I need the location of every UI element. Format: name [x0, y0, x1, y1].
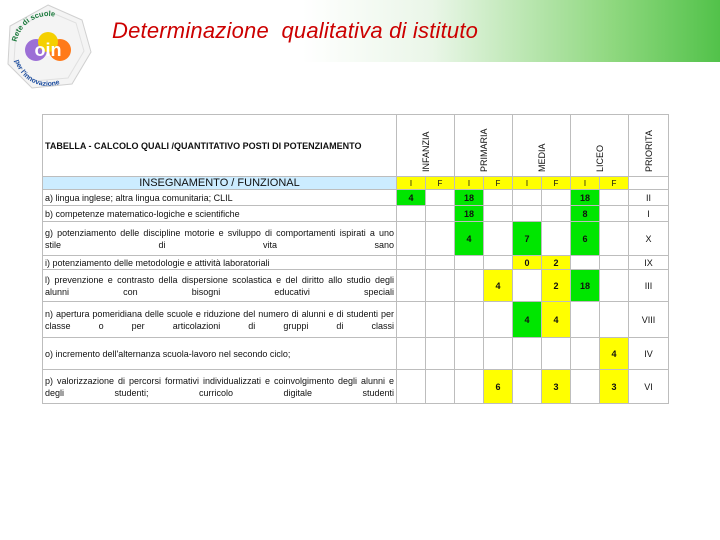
staff-count-cell	[600, 222, 629, 256]
staff-count-cell	[542, 222, 571, 256]
staff-count-cell	[513, 206, 542, 222]
staff-count-cell: 4	[513, 302, 542, 338]
subheader-code: F	[426, 177, 455, 190]
staff-count-cell: 4	[542, 302, 571, 338]
staff-count-cell	[397, 256, 426, 270]
subheader-code: F	[600, 177, 629, 190]
staff-count-cell	[397, 270, 426, 302]
priority-cell: IV	[629, 338, 669, 370]
staff-count-cell	[571, 338, 600, 370]
staff-count-cell: 7	[513, 222, 542, 256]
staff-count-cell: 18	[455, 206, 484, 222]
staff-count-cell	[542, 338, 571, 370]
staff-count-cell: 4	[600, 338, 629, 370]
table-row	[43, 370, 669, 404]
staff-count-cell	[484, 302, 513, 338]
staff-count-cell: 3	[542, 370, 571, 404]
staff-count-cell	[600, 206, 629, 222]
staff-count-cell	[426, 206, 455, 222]
subheader-row	[43, 177, 669, 190]
subheader-code: F	[484, 177, 513, 190]
staff-count-cell	[513, 190, 542, 206]
row-description: p) valorizzazione di percorsi formativi individualizzati e coinvolgimento degli alunni e degli studenti; curricolo digitale studenti	[43, 370, 397, 404]
staff-count-cell	[426, 190, 455, 206]
staff-count-cell	[513, 270, 542, 302]
staff-count-cell	[426, 370, 455, 404]
staff-count-cell	[455, 270, 484, 302]
staff-count-cell	[484, 256, 513, 270]
staff-count-cell	[600, 302, 629, 338]
staff-count-cell	[513, 370, 542, 404]
staff-count-cell	[397, 370, 426, 404]
staff-count-cell: 8	[571, 206, 600, 222]
staff-count-cell: 6	[484, 370, 513, 404]
column-header-priorita: PRIORITA	[629, 115, 669, 177]
staff-count-cell	[484, 206, 513, 222]
staff-count-cell: 2	[542, 256, 571, 270]
staff-count-cell	[484, 338, 513, 370]
subheader-label: INSEGNAMENTO / FUNZIONAL	[43, 177, 397, 190]
staffing-table	[42, 114, 669, 404]
table-main-title: TABELLA - CALCOLO QUALI /QUANTITATIVO POSTI DI POTENZIAMENTO	[43, 115, 397, 177]
staff-count-cell	[600, 270, 629, 302]
priority-cell: VI	[629, 370, 669, 404]
priority-cell: II	[629, 190, 669, 206]
subheader-code: F	[542, 177, 571, 190]
staff-count-cell	[426, 270, 455, 302]
table-row	[43, 206, 669, 222]
table-row	[43, 222, 669, 256]
priority-cell: VIII	[629, 302, 669, 338]
staff-count-cell	[455, 370, 484, 404]
staff-count-cell	[397, 302, 426, 338]
staff-count-cell: 18	[455, 190, 484, 206]
row-description: b) competenze matematico-logiche e scientifiche	[43, 206, 397, 222]
staff-count-cell	[426, 256, 455, 270]
staff-count-cell	[542, 206, 571, 222]
priority-cell: III	[629, 270, 669, 302]
staff-count-cell: 0	[513, 256, 542, 270]
staff-count-cell	[571, 256, 600, 270]
staff-count-cell	[397, 206, 426, 222]
priority-cell: IX	[629, 256, 669, 270]
logo-letters: oin	[34, 40, 62, 60]
subheader-code: I	[513, 177, 542, 190]
staff-count-cell	[571, 302, 600, 338]
row-description: o) incremento dell'alternanza scuola-lavoro nel secondo ciclo;	[43, 338, 397, 370]
table-row	[43, 338, 669, 370]
table-row	[43, 302, 669, 338]
staff-count-cell: 6	[571, 222, 600, 256]
priority-cell: X	[629, 222, 669, 256]
staff-count-cell	[397, 222, 426, 256]
staff-count-cell: 4	[455, 222, 484, 256]
staff-count-cell	[513, 338, 542, 370]
page-title: Determinazione qualitativa di istituto	[112, 18, 479, 43]
row-description: i) potenziamento delle metodologie e attività laboratoriali	[43, 256, 397, 270]
subheader-code: I	[455, 177, 484, 190]
subheader-code: I	[397, 177, 426, 190]
column-header-infanzia: INFANZIA	[397, 115, 455, 177]
logo-ring-bottom: per l'innovazione	[13, 58, 61, 89]
table-row	[43, 190, 669, 206]
column-header-media: MEDIA	[513, 115, 571, 177]
staff-count-cell	[397, 338, 426, 370]
staff-count-cell: 2	[542, 270, 571, 302]
row-description: g) potenziamento delle discipline motorie e sviluppo di comportamenti ispirati a uno stile di vita sano	[43, 222, 397, 256]
staff-count-cell	[426, 338, 455, 370]
column-header-primaria: PRIMARIA	[455, 115, 513, 177]
row-description: l) prevenzione e contrasto della dispersione scolastica e del diritto allo studio degli alunni con bisogni educativi speciali	[43, 270, 397, 302]
logo-ring-top: Rete di scuole	[9, 8, 56, 43]
row-description: a) lingua inglese; altra lingua comunitaria; CLIL	[43, 190, 397, 206]
school-network-logo	[2, 2, 94, 94]
row-description: n) apertura pomeridiana delle scuole e riduzione del numero di alunni e di studenti per classe o per articolazioni di gruppi di classi	[43, 302, 397, 338]
priority-cell: I	[629, 206, 669, 222]
staff-count-cell: 4	[397, 190, 426, 206]
table-row	[43, 256, 669, 270]
staff-count-cell	[455, 338, 484, 370]
staff-count-cell	[571, 370, 600, 404]
subheader-code: I	[571, 177, 600, 190]
staff-count-cell: 18	[571, 190, 600, 206]
staff-count-cell	[455, 302, 484, 338]
staff-count-cell: 4	[484, 270, 513, 302]
staff-count-cell	[426, 302, 455, 338]
staff-count-cell	[600, 256, 629, 270]
staff-count-cell	[426, 222, 455, 256]
staff-count-cell	[542, 190, 571, 206]
column-header-liceo: LICEO	[571, 115, 629, 177]
staff-count-cell: 3	[600, 370, 629, 404]
staff-count-cell	[484, 190, 513, 206]
staff-count-cell	[455, 256, 484, 270]
staff-count-cell: 18	[571, 270, 600, 302]
table-row	[43, 270, 669, 302]
staff-count-cell	[484, 222, 513, 256]
staff-count-cell	[600, 190, 629, 206]
